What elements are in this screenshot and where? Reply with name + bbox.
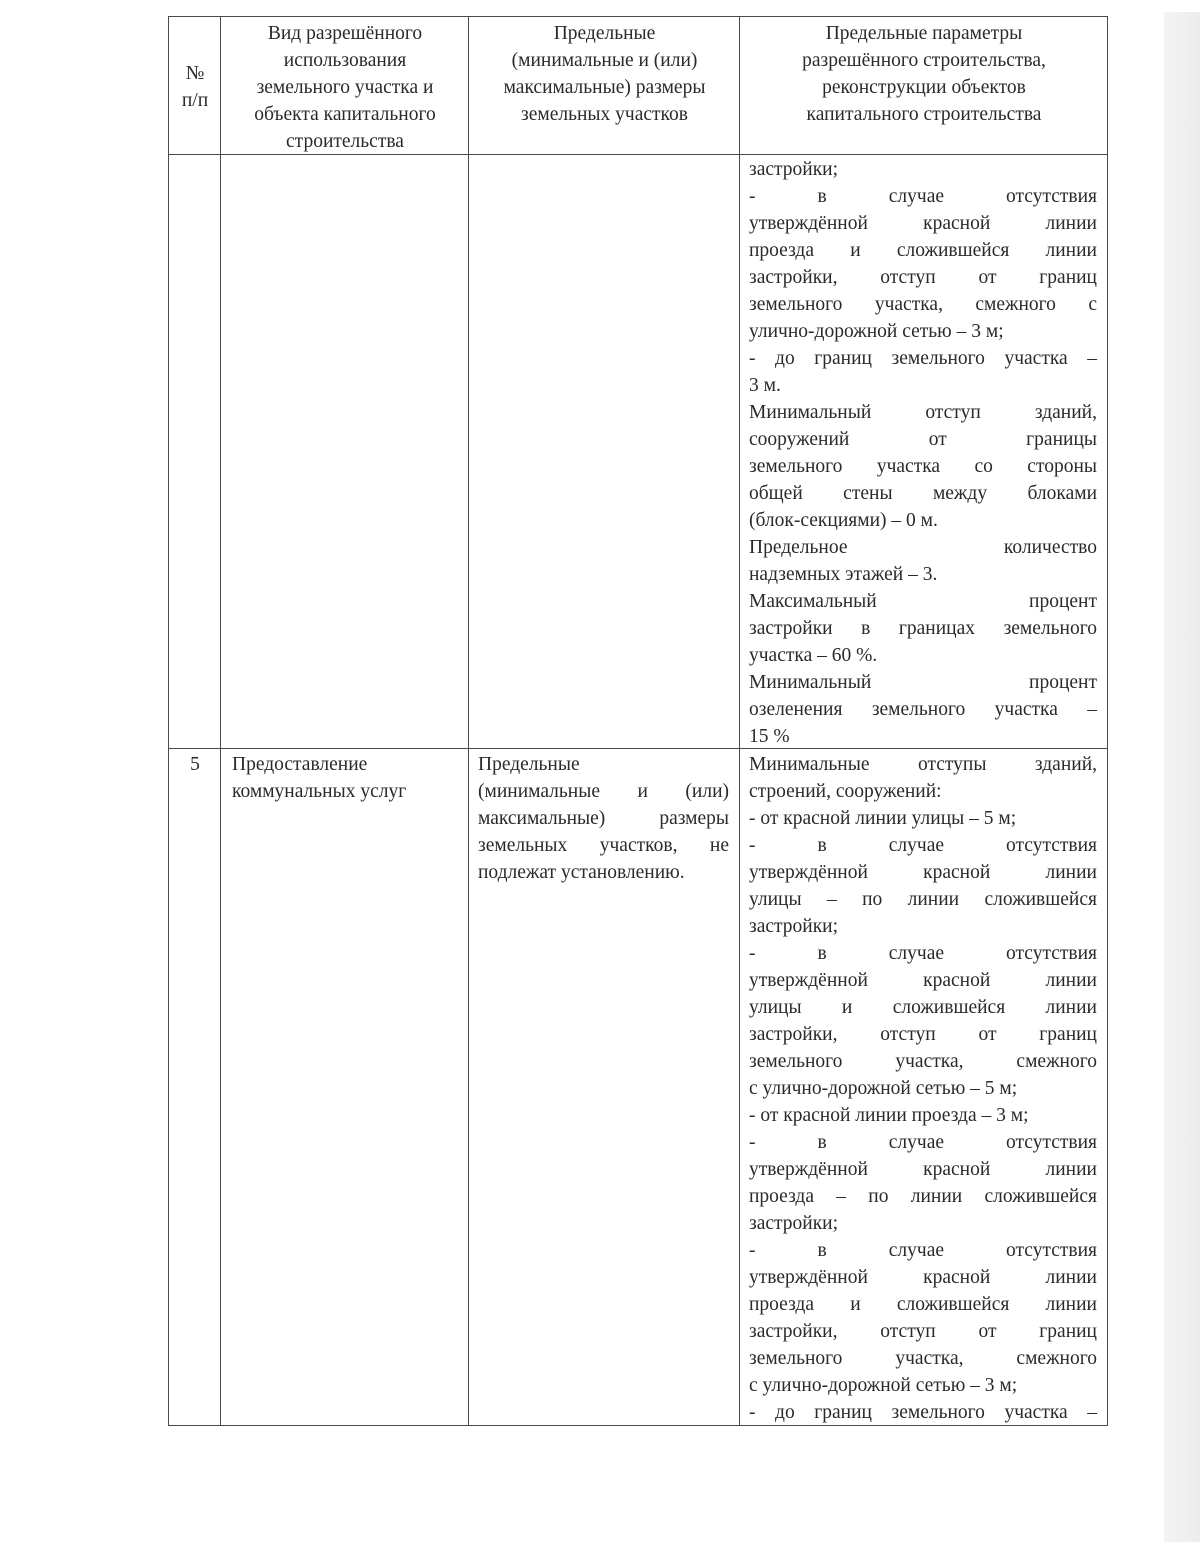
continuation-params-cell: застройки; - в случае отсутствия утверждённой красной линии проезда и сложившейся линии застройки, отступ от границ земельного участка, смежного с улично-дорожной сетью – 3 м; - до границ земельного участка – 3 м. Минимальный отступ зданий, сооружений от границы земельного участка со стороны общей стены между блоками (блок-секциями) – 0 м. Предельное количество надземных этажей – 3. Максимальный процент застройки в границах земельного участка – 60 %. Минимальный процент озеленения земельного участка – 15 %	[749, 159, 1097, 747]
row5-use-type: Предоставление коммунальных услуг	[232, 754, 407, 802]
row5-number: 5	[190, 754, 200, 775]
zoning-parameters-table	[168, 16, 1108, 1426]
scan-page-edge	[1164, 12, 1200, 1542]
row5-plot-sizes: Предельные (минимальные и (или) максимальные) размеры земельных участков, не подлежат установлению.	[478, 754, 729, 883]
column-divider-3	[739, 16, 740, 1426]
header-plot-sizes: Предельные (минимальные и (или) максимальные) размеры земельных участков	[503, 23, 706, 125]
row5-build-params: Минимальные отступы зданий, строений, сооружений: - от красной линии улицы – 5 м; - в случае отсутствия утверждённой красной линии улицы – по линии сложившейся застройки; - в случае отсутствия утверждённой красной линии улицы и сложившейся линии застройки, отступ от границ земельного участка, смежного с улично-дорожной сетью – 5 м; - от красной линии проезда – 3 м; - в случае отсутствия утверждённой красной линии проезда – по линии сложившейся застройки; - в случае отсутствия утверждённой красной линии проезда и сложившейся линии застройки, отступ от границ земельного участка, смежного с улично-дорожной сетью – 3 м; - до границ земельного участка –	[749, 754, 1097, 1423]
column-divider-1	[220, 16, 221, 1426]
table-border-right	[1107, 16, 1108, 1426]
table-border-left	[168, 16, 169, 1426]
header-number: № п/п	[181, 63, 209, 111]
header-use-type: Вид разрешённого использования земельного участка и объекта капитального строительства	[254, 23, 436, 152]
table-border-top	[168, 16, 1108, 17]
header-build-params: Предельные параметры разрешённого строительства, реконструкции объектов капитального строительства	[802, 23, 1046, 125]
column-divider-2	[468, 16, 469, 1426]
